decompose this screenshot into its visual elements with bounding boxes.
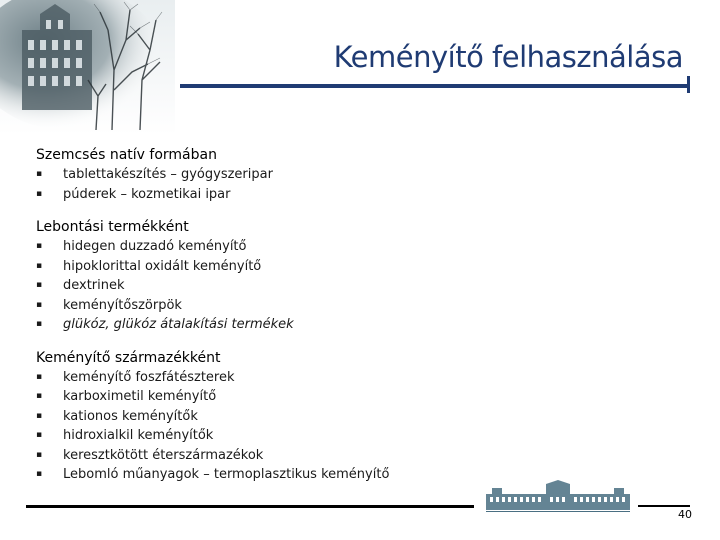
list-item bbox=[36, 185, 676, 205]
section-heading: Keményítő származékként bbox=[36, 349, 221, 366]
footer-rule-right bbox=[638, 505, 690, 507]
list-item-text: keresztkötött éterszármazékok bbox=[63, 447, 264, 463]
list-item bbox=[36, 387, 676, 407]
list-item-text: tablettakészítés – gyógyszeripar bbox=[63, 167, 273, 182]
list-item bbox=[36, 296, 676, 316]
header-building-photo bbox=[0, 0, 175, 135]
university-building-logo bbox=[484, 480, 632, 516]
bullet-square-icon: ▪ bbox=[36, 319, 43, 329]
bullet-square-icon: ▪ bbox=[36, 391, 43, 401]
bullet-square-icon: ▪ bbox=[36, 260, 43, 271]
bullet-square-icon: ▪ bbox=[36, 449, 43, 460]
bullet-list bbox=[36, 368, 676, 485]
list-item-text: keményítő foszfátészterek bbox=[63, 369, 235, 385]
bullet-square-icon: ▪ bbox=[36, 169, 43, 179]
bullet-list bbox=[36, 165, 676, 204]
slide-content bbox=[36, 146, 676, 499]
list-item-text: hipoklorittal oxidált keményítő bbox=[63, 258, 262, 274]
list-item bbox=[36, 237, 676, 257]
bullet-square-icon: ▪ bbox=[36, 469, 43, 479]
section-heading: Szemcsés natív formában bbox=[36, 147, 217, 163]
list-item bbox=[36, 426, 676, 446]
list-item-text: hidroxialkil keményítők bbox=[63, 428, 214, 443]
list-item bbox=[36, 257, 676, 277]
list-item-text: púderek – kozmetikai ipar bbox=[63, 186, 231, 202]
page-number: 40 bbox=[678, 508, 692, 521]
bullet-list bbox=[36, 237, 676, 335]
list-item bbox=[36, 368, 676, 388]
bullet-square-icon: ▪ bbox=[36, 371, 43, 382]
bullet-square-icon: ▪ bbox=[36, 188, 43, 199]
section-derivatives bbox=[36, 349, 676, 485]
list-item-text: karboximetil keményítő bbox=[63, 389, 217, 404]
list-item-text: dextrinek bbox=[63, 278, 125, 293]
list-item-text: Lebomló műanyagok – termoplasztikus keményítő bbox=[63, 467, 390, 482]
slide-title: Keményítő felhasználása bbox=[333, 40, 683, 74]
list-item-text: keményítőszörpök bbox=[63, 297, 182, 313]
list-item bbox=[36, 165, 676, 185]
list-item bbox=[36, 407, 676, 427]
title-underline-end-mark bbox=[687, 76, 690, 93]
section-degradation-products bbox=[36, 218, 676, 335]
title-underline bbox=[180, 84, 688, 88]
bullet-square-icon: ▪ bbox=[36, 299, 43, 310]
section-native-form bbox=[36, 146, 676, 204]
bullet-square-icon: ▪ bbox=[36, 410, 43, 421]
bullet-square-icon: ▪ bbox=[36, 430, 43, 440]
list-item bbox=[36, 446, 676, 466]
list-item bbox=[36, 276, 676, 296]
list-item bbox=[36, 315, 676, 335]
bullet-square-icon: ▪ bbox=[36, 241, 43, 251]
bullet-square-icon: ▪ bbox=[36, 280, 43, 290]
list-item-text: kationos keményítők bbox=[63, 408, 198, 424]
list-item-text: glükóz, glükóz átalakítási termékek bbox=[63, 317, 294, 332]
footer-rule-left bbox=[26, 505, 474, 508]
section-heading: Lebontási termékként bbox=[36, 219, 189, 235]
list-item-text: hidegen duzzadó keményítő bbox=[63, 239, 247, 254]
